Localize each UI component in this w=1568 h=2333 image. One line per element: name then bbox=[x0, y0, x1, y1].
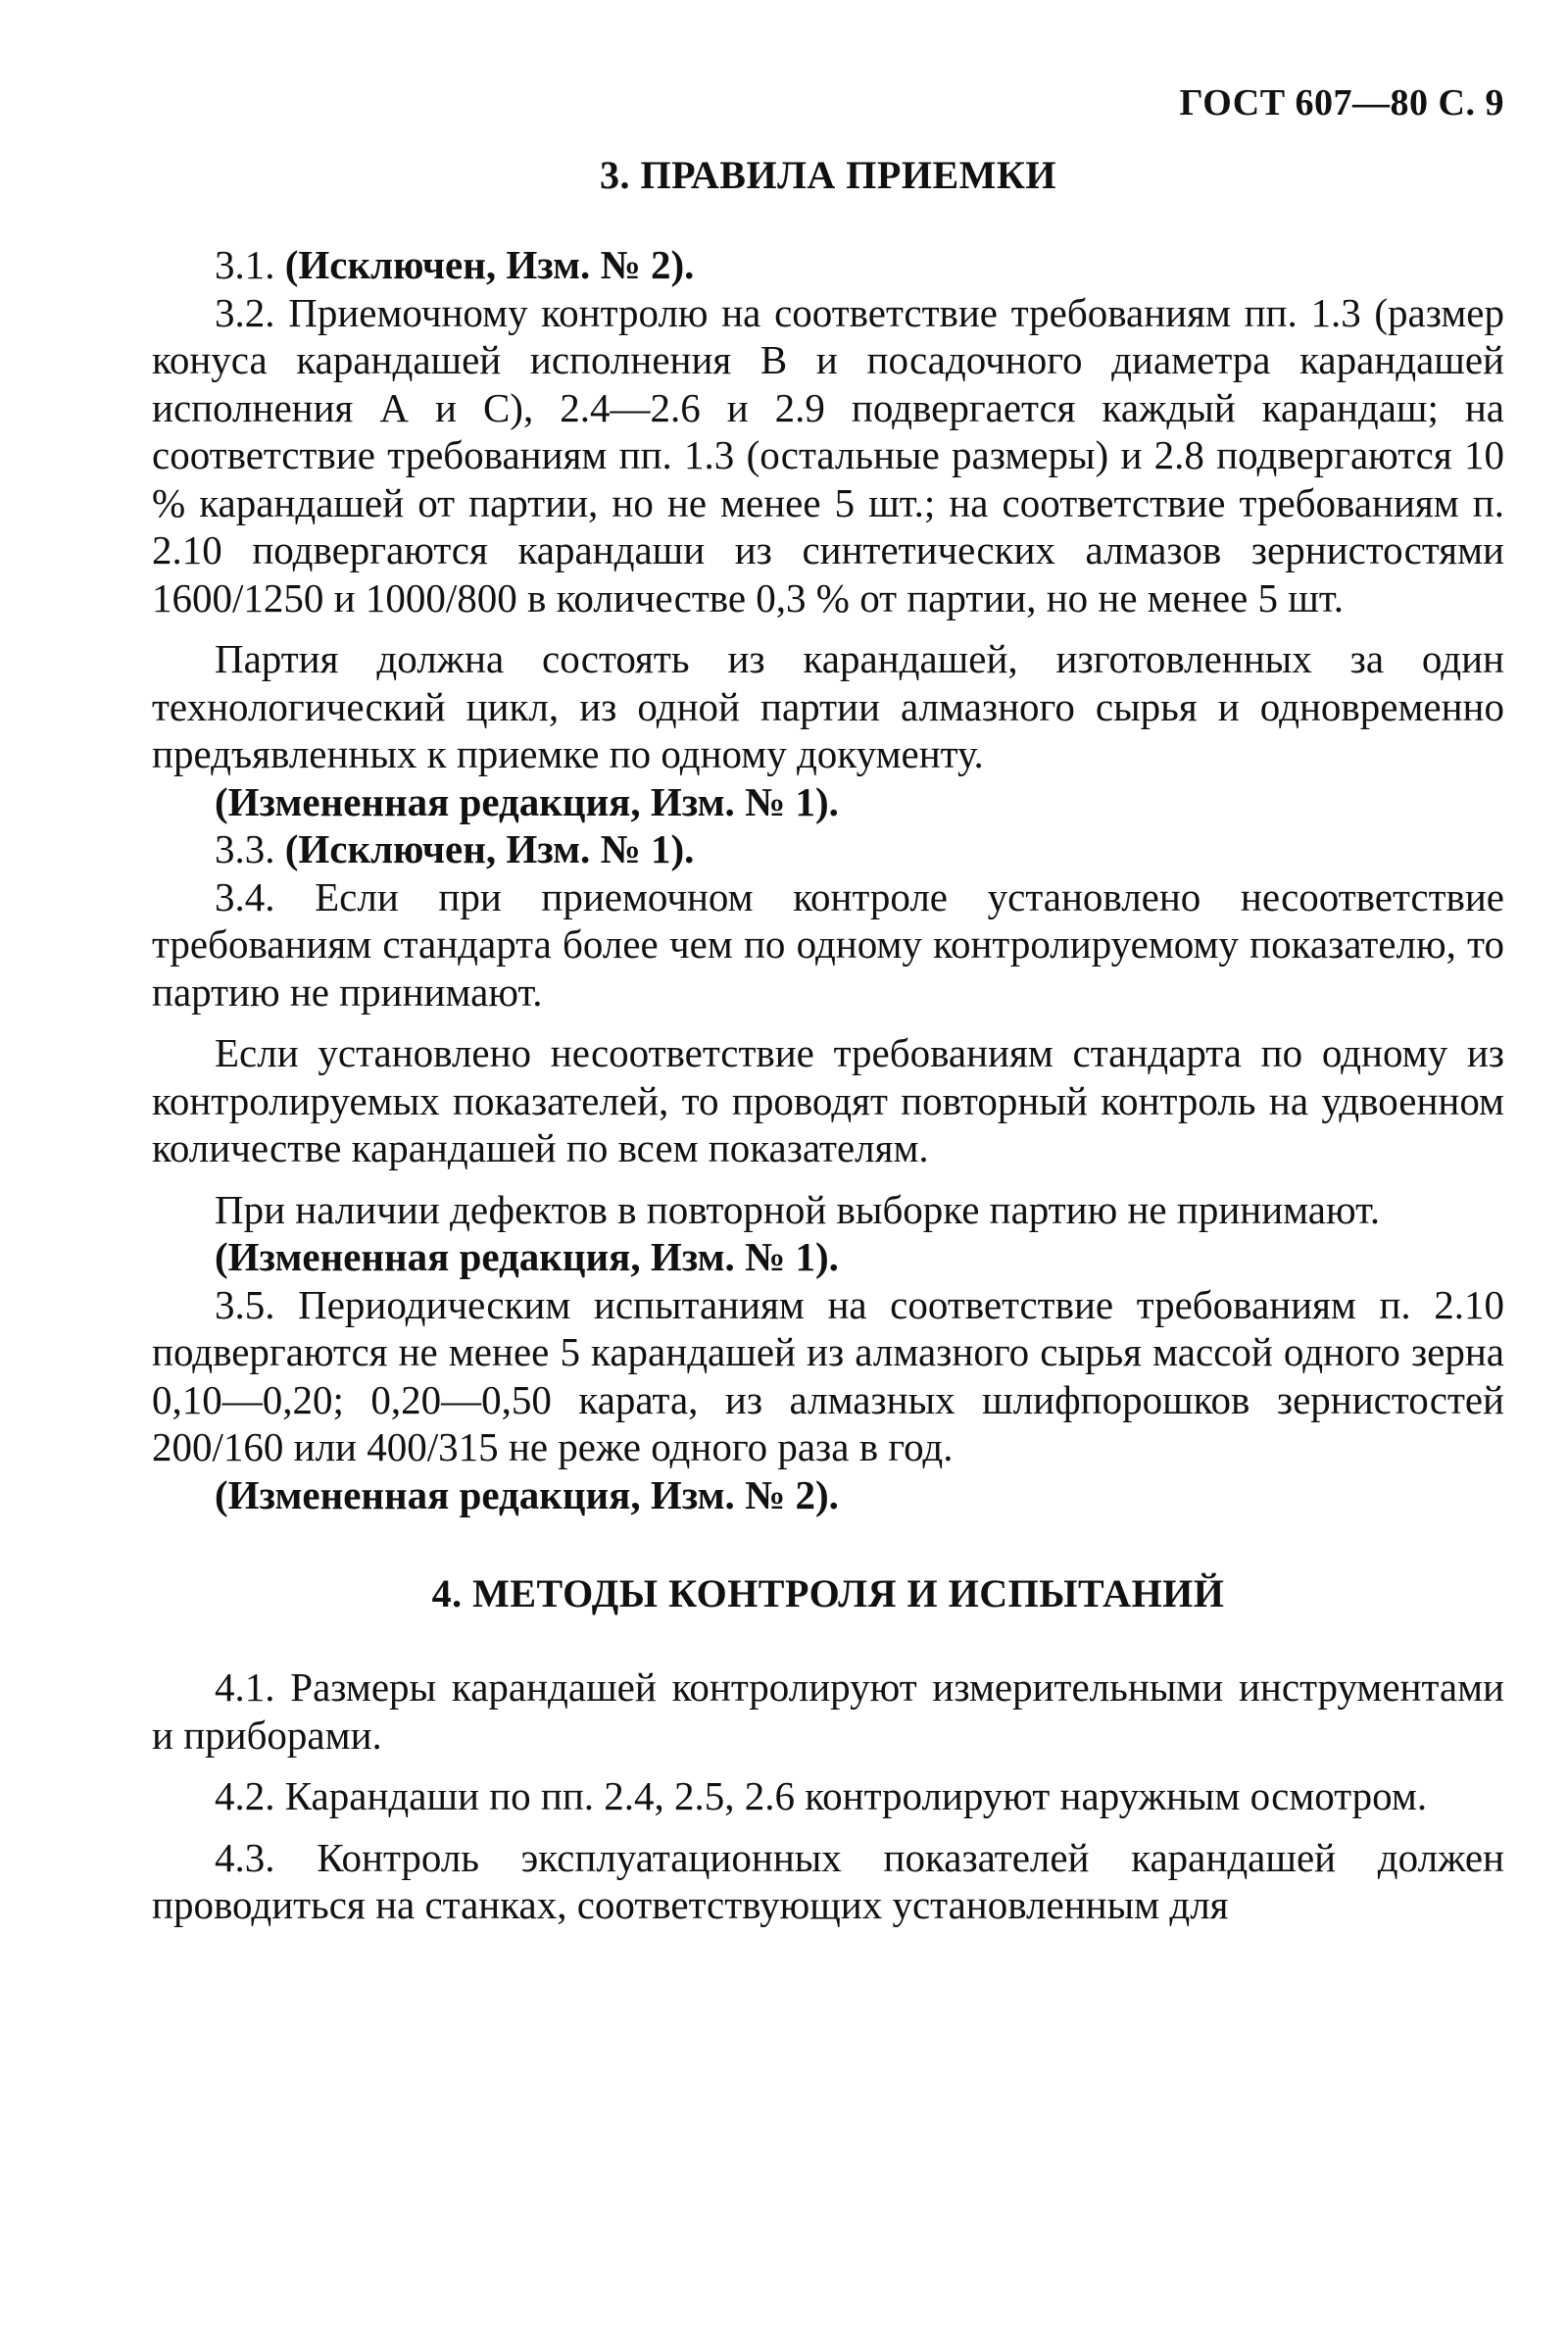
clause-text: Контроль эксплуатационных показателей карандашей должен проводиться на станках, соответствующих установленным для bbox=[152, 1834, 1504, 1927]
change-note-3-4: (Измененная редакция, Изм. № 1). bbox=[215, 1234, 839, 1279]
clause-number: 3.5. bbox=[215, 1281, 275, 1327]
paragraph-3-1 bbox=[152, 241, 1504, 289]
clause-text: Размеры карандашей контролируют измерительными инструментами и приборами. bbox=[152, 1664, 1504, 1758]
clause-text: Периодическим испытаниям на соответствие требованиям п. 2.10 подвергаются не менее 5 карандашей из алмазного сырья массой одного зерна 0,10—0,20; 0,20—0,50 карата, из алмазных шлифпорошков зернистостей 200/160 или 400/315 не реже одного раза в год. bbox=[152, 1281, 1505, 1469]
section-3-title: 3. ПРАВИЛА ПРИЕМКИ bbox=[599, 153, 1056, 197]
clause-number: 4.2. bbox=[215, 1773, 275, 1818]
clause-text: (Исключен, Изм. № 2). bbox=[284, 242, 695, 287]
section-4-title: 4. МЕТОДЫ КОНТРОЛЯ И ИСПЫТАНИЙ bbox=[431, 1571, 1225, 1615]
paragraph-3-2 bbox=[152, 289, 1504, 622]
clause-number: 3.4. bbox=[215, 873, 275, 919]
paragraph-3-4 bbox=[152, 873, 1504, 1017]
clause-number: 3.1. bbox=[215, 242, 275, 287]
paragraph-4-1 bbox=[152, 1663, 1504, 1759]
paragraph-3-4-defects: При наличии дефектов в повторной выборке партию не принимают. bbox=[215, 1186, 1381, 1232]
paragraph-3-5 bbox=[152, 1281, 1504, 1471]
paragraph-4-2 bbox=[152, 1772, 1504, 1820]
clause-number: 3.3. bbox=[215, 826, 275, 871]
clause-number: 4.3. bbox=[215, 1834, 275, 1880]
page-header: ГОСТ 607—80 С. 9 bbox=[1179, 82, 1504, 124]
clause-text: Карандаши по пп. 2.4, 2.5, 2.6 контролируют наружным осмотром. bbox=[284, 1773, 1428, 1818]
change-note-3-2: (Измененная редакция, Изм. № 1). bbox=[215, 778, 839, 824]
clause-number: 3.2. bbox=[215, 289, 275, 335]
change-note-3-5: (Измененная редакция, Изм. № 2). bbox=[215, 1471, 839, 1517]
clause-text: Если при приемочном контроле установлено несоответствие требованиям стандарта более чем по одному контролируемому показателю, то партию не принимают. bbox=[152, 873, 1504, 1015]
clause-text: (Исключен, Изм. № 1). bbox=[284, 826, 695, 871]
paragraph-3-2-batch: Партия должна состоять из карандашей, изготовленных за один технологический цикл, из одной партии алмазного сырья и одновременно предъявленных к приемке по одному документу. bbox=[152, 636, 1504, 776]
paragraph-3-4-repeat: Если установлено несоответствие требованиям стандарта по одному из контролируемых показателей, то проводят повторный контроль на удвоенном количестве карандашей по всем показателям. bbox=[152, 1030, 1504, 1170]
clause-text: Приемочному контролю на соответствие требованиям пп. 1.3 (размер конуса карандашей исполнения В и посадочного диаметра карандашей исполнения А и С), 2.4—2.6 и 2.9 подвергается каждый карандаш; на соответствие требованиям пп. 1.3 (остальные размеры) и 2.8 подвергаются 10 % карандашей от партии, но не менее 5 шт.; на соответствие требованиям п. 2.10 подвергаются карандаши из синтетических алмазов зернистостями 1600/1250 и 1000/800 в количестве 0,3 % от партии, но не менее 5 шт. bbox=[152, 289, 1505, 620]
paragraph-3-3 bbox=[152, 825, 1504, 873]
clause-number: 4.1. bbox=[215, 1664, 275, 1710]
paragraph-4-3 bbox=[152, 1834, 1504, 1929]
document-page bbox=[152, 78, 1504, 1929]
